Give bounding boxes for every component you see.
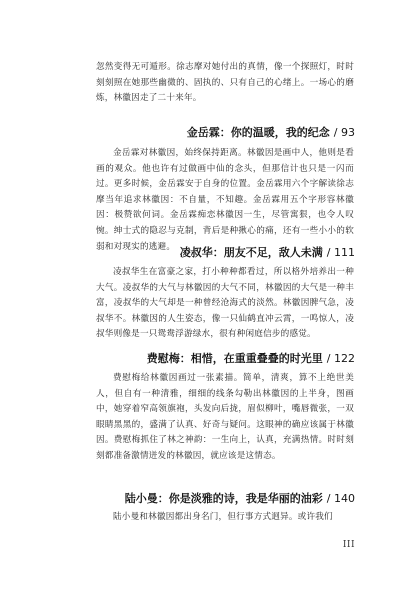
section-heading-jin-yuelin (96, 126, 355, 140)
section-title: 金岳霖：你的温暖，我的纪念 (186, 126, 330, 139)
section-body-jin-yuelin: 金岳霖对林徽因，始终保持距离。林徽因是画中人，他则是看画的观众。他也许有过做画中仙的念头，但那信计也只是一闪而过。更多时候，金岳霖安于自身的位置。金岳霖用六个字解读徐志摩当年追求林徽因：不自量，不知趣。金岳霖用五个字形容林徽因：极赞欲何词。金岳霖痴恋林徽因一生，尽管寓狠，也令人叹惋。绅士式的隐忍与克制，背后是种揪心的痛，还有一些小小的软弱和对现实的逃避。 (96, 148, 354, 252)
intro-paragraph: 忽然变得无可遁形。徐志摩对她付出的真情，像一个探照灯，时时刻刻照在她那些幽微的、固执的、只有自己的心绪上。一场心的磨炼，林徽因走了二十来年。 (96, 62, 354, 104)
section-title: 陆小曼：你是淡雅的诗，我是华丽的油彩 (124, 492, 323, 505)
section-page-number: / 111 (326, 246, 355, 259)
section-page-number: / 93 (333, 126, 355, 139)
section-heading-ling-shuhua (96, 246, 355, 260)
section-body-ling-shuhua: 凌叔华生在富豪之家，打小种种都看过，所以格外培养出一种大气。凌叔华的大气与林徽因的大气不同，林徽因的大气是一种丰富，凌叔华的大气却是一种曾经沧海式的淡然。林徽因脾气急，凌叔华不。林徽因的人生姿态，像一只仙鹤直冲云霄，一鸣惊人，凌叔华则像是一只鸳鸯浮游绿水，很有种闲庭信步的感觉。 (96, 267, 354, 340)
section-heading-lu-xiaoman (96, 492, 355, 506)
section-body-lu-xiaoman: 陆小曼和林徽因都出身名门，但行事方式迥异。或许我们 (113, 512, 333, 522)
section-page-number: / 140 (326, 492, 355, 505)
section-body-fei-weimei: 费慰梅给林徽因画过一张素描。简单，清爽，算不上绝世美人，但自有一种清雅，细细的线条勾勒出林徽因的上半身，图画中，她穿着窄高领旗袍，头发向后拢，眉似柳叶，嘴唇微张，一双眼睛黑黑的，盛满了认真、好奇与疑问。这眼神的确应该属于林徽因。费慰梅抓住了林之神韵：一生向上，认真，充满热情。时时刻刻都准备激情迸发的林徽因，就应该是这情态。 (96, 373, 354, 461)
page-folio: III (342, 540, 355, 550)
section-title: 费慰梅：相惜，在重重叠叠的时光里 (146, 352, 323, 365)
section-title: 凌叔华：朋友不足，敌人未满 (179, 246, 323, 259)
section-page-number: / 122 (326, 352, 355, 365)
section-heading-fei-weimei (96, 352, 355, 366)
